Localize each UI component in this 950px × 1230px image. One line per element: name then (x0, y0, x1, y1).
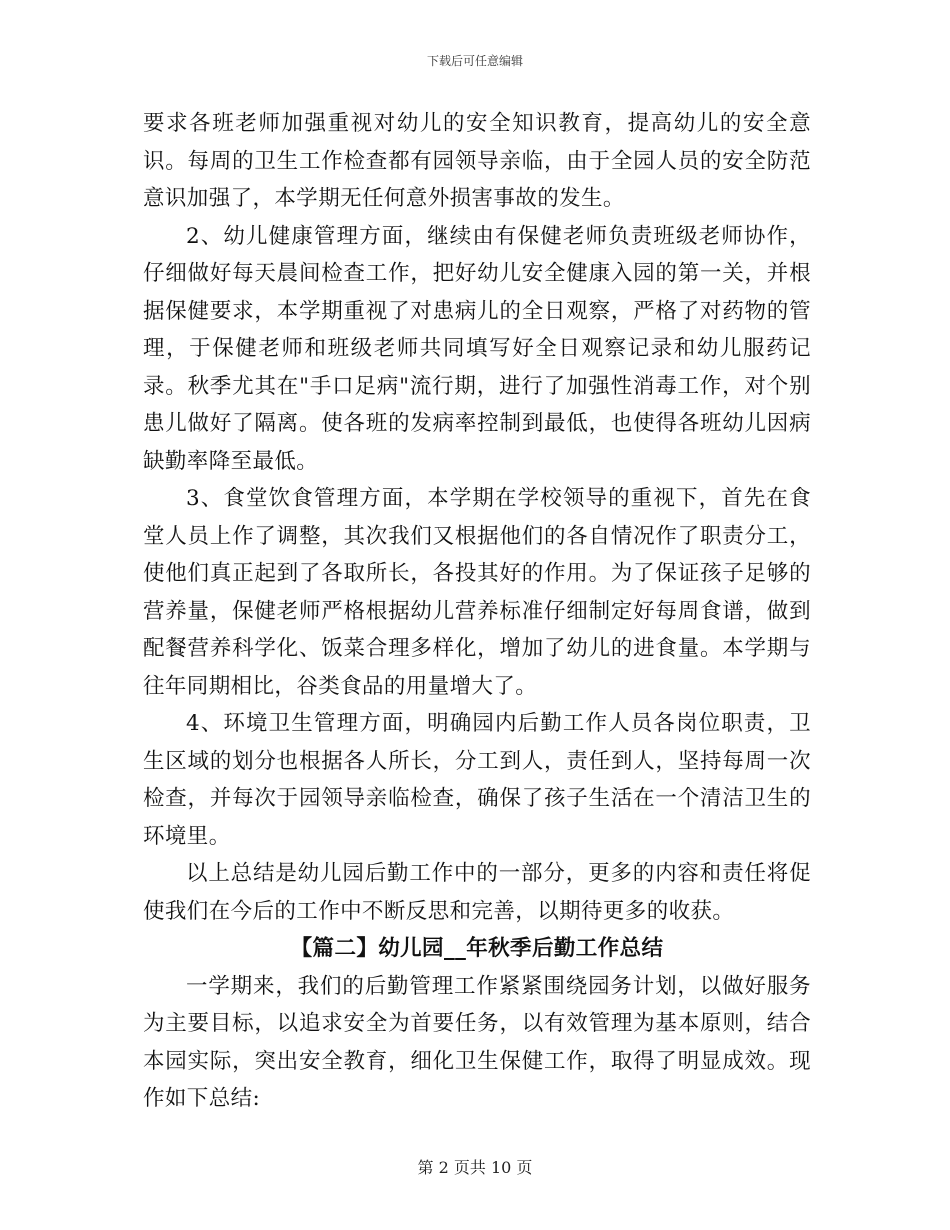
page-number: 第 2 页共 10 页 (417, 1158, 533, 1177)
paragraph-safety-continuation: 要求各班老师加强重视对幼儿的安全知识教育，提高幼儿的安全意识。每周的卫生工作检查都有园领导亲临，由于全园人员的安全防范意识加强了，本学期无任何意外损害事故的发生。 (143, 111, 811, 211)
paragraph-environment-hygiene: 4、环境卫生管理方面，明确园内后勤工作人员各岗位职责，卫生区域的划分也根据各人所长，分工到人，责任到人，坚持每周一次检查，并每次于园领导亲临检查，确保了孩子生活在一个清洁卫生的环境里。 (143, 711, 811, 849)
paragraph-section-intro: 一学期来，我们的后勤管理工作紧紧围绕园务计划，以做好服务为主要目标，以追求安全为首要任务，以有效管理为基本原则，结合本园实际，突出安全教育，细化卫生保健工作，取得了明显成效。现作如下总结: (143, 973, 811, 1111)
document-body (143, 105, 811, 1118)
page-header: 下载后可任意编辑 (426, 54, 523, 68)
section-heading: 【篇二】幼儿园__年秋季后勤工作总结 (290, 936, 664, 961)
paragraph-canteen-management: 3、食堂饮食管理方面，本学期在学校领导的重视下，首先在食堂人员上作了调整，其次我们又根据他们的各自情况作了职责分工，使他们真正起到了各取所长，各投其好的作用。为了保证孩子足够的营养量，保健老师严格根据幼儿营养标准仔细制定好每周食谱，做到配餐营养科学化、饭菜合理多样化，增加了幼儿的进食量。本学期与往年同期相比，谷类食品的用量增大了。 (143, 486, 811, 699)
paragraph-health-management: 2、幼儿健康管理方面，继续由有保健老师负责班级老师协作，仔细做好每天晨间检查工作，把好幼儿安全健康入园的第一关，并根据保健要求，本学期重视了对患病儿的全日观察，严格了对药物的管理，于保健老师和班级老师共同填写好全日观察记录和幼儿服药记录。秋季尤其在"手口足病"流行期，进行了加强性消毒工作，对个别患儿做好了隔离。使各班的发病率控制到最低，也使得各班幼儿因病缺勤率降至最低。 (143, 223, 811, 474)
paragraph-summary: 以上总结是幼儿园后勤工作中的一部分，更多的内容和责任将促使我们在今后的工作中不断反思和完善，以期待更多的收获。 (143, 861, 811, 924)
